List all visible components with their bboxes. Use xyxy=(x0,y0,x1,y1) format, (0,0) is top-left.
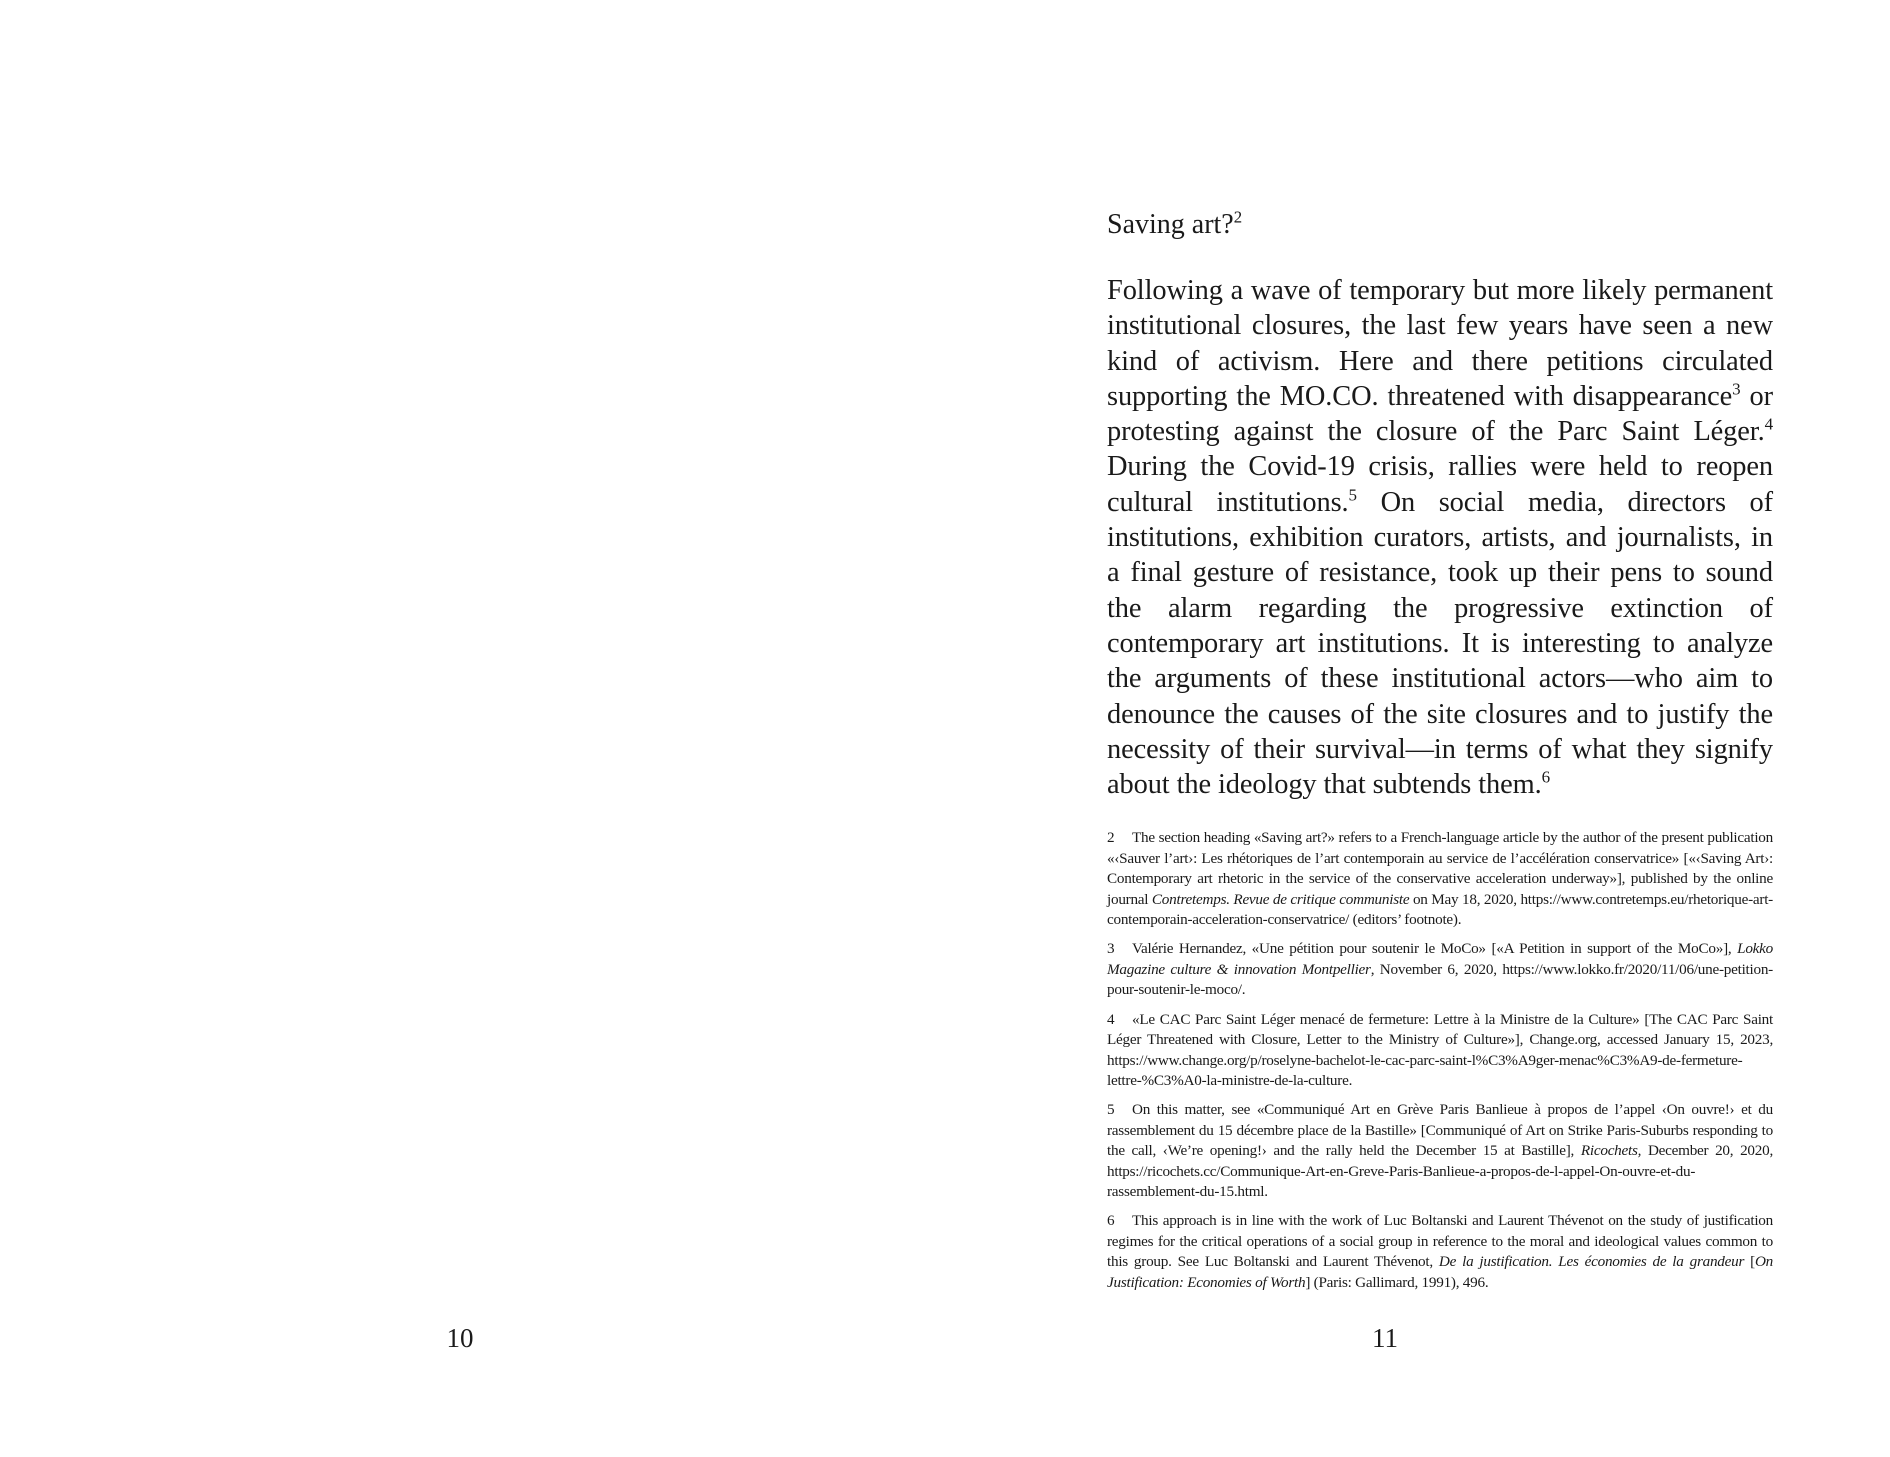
page-number-left: 10 xyxy=(446,1323,474,1353)
footnote-text: «Le CAC Parc Saint Léger menacé de fermeture: Lettre à la Ministre de la Culture» [The CAC Parc Saint Léger Threatened with Closure, Letter to the Ministry of Culture»], Change.org, accessed January 15, 2023, https://www.change.org/p/roselyne-bachelot-le-cac-parc-saint-l%C3%A9ger-menac%C3%A9-de-fermeture-lettre-%C3%A0-la-ministre-de-la-culture. xyxy=(1107,1010,1773,1089)
footnote-text: Valérie Hernandez, «Une pétition pour soutenir le MoCo» [«A Petition in support of the MoCo»], xyxy=(1132,940,1738,958)
footnote-ref-5: 5 xyxy=(1348,485,1357,505)
footnote-text: [ xyxy=(1744,1253,1755,1271)
body-paragraph xyxy=(1107,273,1773,802)
body-text-segment: On social media, directors of institutions, exhibition curators, artists, and journalists, in a final gesture of resistance, took up their pens to sound the alarm regarding the progressive extinction of contemporary art institutions. It is interesting to analyze the arguments of these institutional actors—who aim to denounce the causes of the site closures and to justify the necessity of their survival—in terms of what they signify about the ideology that subtends them. xyxy=(1107,486,1773,801)
footnote-number: 6 xyxy=(1107,1212,1115,1230)
footnote-text: December 20, 2020, https://ricochets.cc/Communique-Art-en-Greve-Paris-Banlieue-a-propos-de-l-appel-On-ouvre-et-du-rassemblement-du-15.html. xyxy=(1107,1142,1773,1200)
footnote-journal-title: Lokko Magazine culture & innovation Montpellier xyxy=(1107,940,1773,978)
footnote-journal-title: Ricochets, xyxy=(1580,1142,1642,1160)
footnote-number: 3 xyxy=(1107,940,1115,958)
footnote-text: on May 18, 2020, https://www.contretemps.eu/rhetorique-art-contemporain-acceleration-conservatrice/ (editors’ footnote). xyxy=(1107,890,1773,929)
footnote-ref-6: 6 xyxy=(1541,767,1551,787)
footnote-book-title: De la justification. Les économies de la grandeur xyxy=(1438,1253,1745,1271)
body-text-segment: Following a wave of temporary but more likely permanent institutional closures, the last few years have seen a new kind of activism. Here and there petitions circulated supporting the MO.CO. threatened with disappearance xyxy=(1107,275,1773,412)
body-text-segment: or protesting against the closure of the Parc Saint Léger. xyxy=(1107,380,1773,448)
right-page xyxy=(945,0,1890,1457)
footnote-ref-4: 4 xyxy=(1764,414,1773,434)
footnote-4 xyxy=(1107,1010,1773,1092)
footnote-text: This approach is in line with the work of Luc Boltanski and Laurent Thévenot on the study of justification regimes for the critical operations of a social group in reference to the moral and ideological values common to this group. See Luc Boltanski and Laurent Thévenot, xyxy=(1107,1212,1773,1271)
footnote-number: 5 xyxy=(1107,1101,1115,1119)
footnote-ref-2: 2 xyxy=(1233,207,1243,227)
section-heading-text: Saving art? xyxy=(1107,209,1234,240)
footnote-5 xyxy=(1107,1100,1773,1202)
footnotes xyxy=(1107,828,1773,1293)
body-text-segment: During the Covid-19 crisis, rallies were held to reopen cultural institutions. xyxy=(1107,451,1773,518)
footnote-ref-3: 3 xyxy=(1732,379,1741,399)
footnote-number: 4 xyxy=(1107,1010,1115,1028)
footnote-3 xyxy=(1107,939,1773,1000)
footnote-journal-title: Contretemps. Revue de critique communiste xyxy=(1151,890,1410,908)
footnote-text: The section heading «Saving art?» refers to a French-language article by the author of the present publication «‹Sauver l’art›: Les rhétoriques de l’art contemporain au service de l’accélération conservatrice» [«‹Saving Art›: Contemporary art rhetoric in the service of the conservative acceleration underway»], published by the online journal xyxy=(1107,829,1773,908)
footnote-text: On this matter, see «Communiqué Art en Grève Paris Banlieue à propos de l’appel ‹On ouvre!› et du rassemblement du 15 décembre place de la Bastille» [Communiqué of Art on Strike Paris-Suburbs responding to the call, ‹We’re opening!› and the rally held the December 15 at Bastille], xyxy=(1107,1101,1773,1160)
footnote-text: , November 6, 2020, https://www.lokko.fr/2020/11/06/une-petition-pour-soutenir-le-moco/. xyxy=(1107,960,1773,999)
footnote-number: 2 xyxy=(1107,829,1115,847)
page-content xyxy=(1107,205,1773,1302)
page-number-right: 11 xyxy=(1372,1323,1398,1353)
section-heading xyxy=(1107,205,1773,245)
footnote-text: ] (Paris: Gallimard, 1991), 496. xyxy=(1305,1273,1489,1291)
footnote-book-title-translation: On Justification: Economies of Worth xyxy=(1107,1253,1774,1291)
footnote-2 xyxy=(1107,828,1773,930)
footnote-6 xyxy=(1107,1211,1773,1293)
